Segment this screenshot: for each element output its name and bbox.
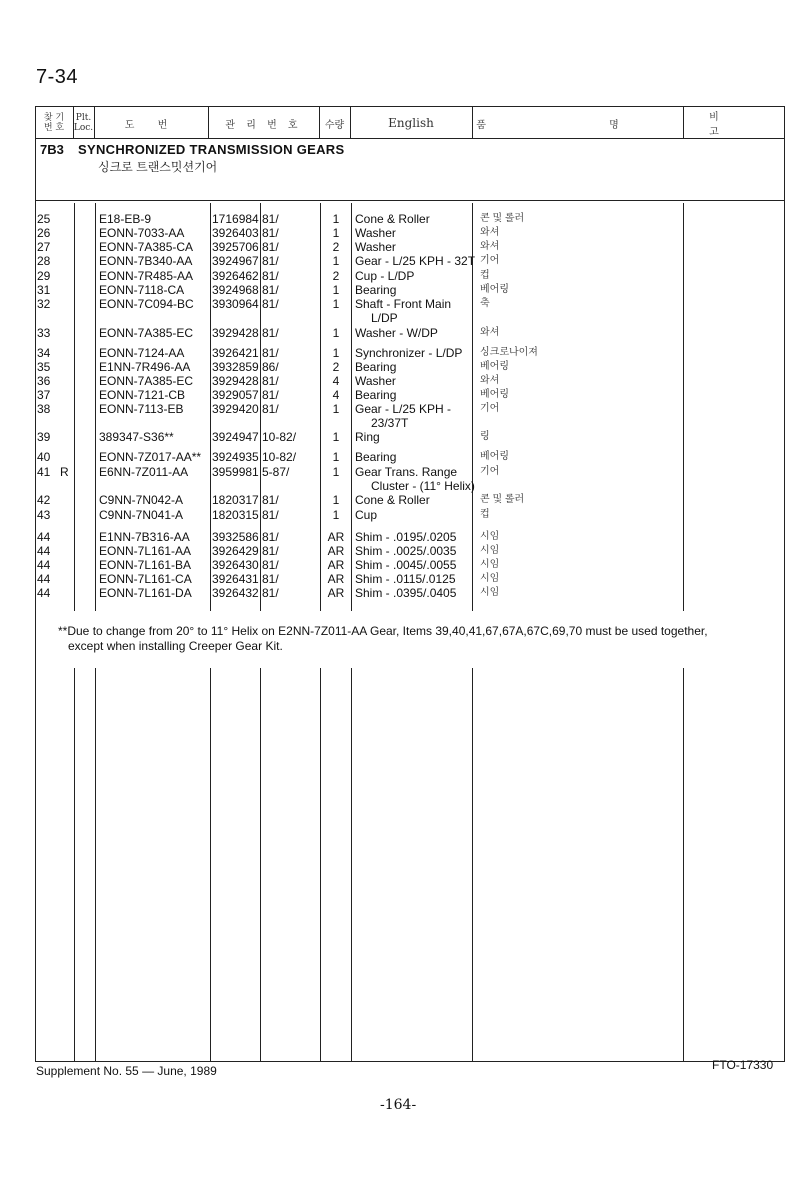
row-management-no: 3924968	[212, 283, 259, 297]
row-date-code: 81/	[262, 530, 279, 544]
header-english	[350, 108, 472, 138]
row-english-description: Gear - L/25 KPH -	[355, 402, 452, 416]
row-drawing-no: EONN-7B340-AA	[99, 254, 193, 268]
row-english-description: Bearing	[355, 450, 397, 464]
row-quantity: 1	[332, 493, 340, 507]
header-product-label: 품 명	[476, 119, 679, 131]
row-ref-no: 44	[37, 572, 51, 586]
row-date-code: 81/	[262, 226, 279, 240]
row-ref-no: 43	[37, 508, 51, 522]
column-line	[74, 203, 75, 611]
row-management-no: 3929428	[212, 374, 259, 388]
row-drawing-no: EONN-7L161-AA	[99, 544, 192, 558]
row-korean-name: 시임	[480, 573, 500, 584]
row-quantity: AR	[327, 572, 345, 586]
row-korean-name: 와셔	[480, 241, 500, 252]
column-line	[74, 668, 75, 1062]
row-english-description: Cup	[355, 508, 378, 522]
column-line	[472, 668, 473, 1062]
header-remarks-label: 비 고	[709, 112, 759, 138]
row-management-no: 3926421	[212, 346, 259, 360]
section-code: 7B3	[40, 142, 64, 157]
row-management-no: 3926462	[212, 269, 259, 283]
row-date-code: 81/	[262, 254, 279, 268]
row-quantity: 2	[332, 240, 340, 254]
header-quantity-label: 수량	[324, 119, 345, 131]
header-plant-location	[73, 108, 94, 138]
row-management-no: 3926430	[212, 558, 259, 572]
header-product-name	[472, 108, 683, 138]
row-ref-no: 41	[37, 465, 51, 479]
row-drawing-no: EONN-7C094-BC	[99, 297, 194, 311]
row-management-no: 3924967	[212, 254, 259, 268]
header-loc-line2: Loc.	[73, 123, 94, 133]
column-line	[320, 203, 321, 611]
row-korean-name: 베어링	[480, 389, 509, 400]
row-quantity: 1	[332, 508, 340, 522]
row-ref-no: 42	[37, 493, 51, 507]
row-date-code: 10-82/	[262, 450, 297, 464]
row-date-code: 81/	[262, 508, 279, 522]
row-korean-name: 시임	[480, 559, 500, 570]
row-date-code: 81/	[262, 402, 279, 416]
column-line	[683, 203, 684, 611]
row-ref-no: 25	[37, 212, 51, 226]
column-line	[320, 668, 321, 1062]
row-management-no: 3926432	[212, 586, 259, 600]
row-drawing-no: EONN-7113-EB	[99, 402, 184, 416]
row-quantity: 1	[332, 465, 340, 479]
row-ref-no: 35	[37, 360, 51, 374]
row-drawing-no: E6NN-7Z011-AA	[99, 465, 189, 479]
row-korean-name: 기어	[480, 403, 500, 414]
row-management-no: 3926403	[212, 226, 259, 240]
row-drawing-no: EONN-7A385-EC	[99, 374, 194, 388]
row-quantity: AR	[327, 544, 345, 558]
row-management-no: 3929420	[212, 402, 259, 416]
row-drawing-no: EONN-7L161-CA	[99, 572, 192, 586]
row-date-code: 81/	[262, 240, 279, 254]
row-date-code: 81/	[262, 388, 279, 402]
row-drawing-no: EONN-7033-AA	[99, 226, 185, 240]
row-quantity: 1	[332, 450, 340, 464]
row-management-no: 3926431	[212, 572, 259, 586]
row-date-code: 81/	[262, 283, 279, 297]
row-date-code: 81/	[262, 374, 279, 388]
row-management-no: 1716984	[212, 212, 259, 226]
row-drawing-no: E18-EB-9	[99, 212, 152, 226]
row-korean-name: 콘 및 롤러	[480, 213, 525, 224]
row-korean-name: 축	[480, 298, 490, 309]
row-english-description: Washer	[355, 226, 396, 240]
row-drawing-no: E1NN-7B316-AA	[99, 530, 190, 544]
header-remarks	[683, 108, 785, 138]
row-korean-name: 베어링	[480, 361, 509, 372]
row-quantity: 1	[332, 226, 340, 240]
page-number: -164-	[380, 1097, 417, 1113]
row-drawing-no: E1NN-7R496-AA	[99, 360, 191, 374]
row-quantity: AR	[327, 558, 345, 572]
row-english-description: Ring	[355, 430, 380, 444]
row-drawing-no: EONN-7121-CB	[99, 388, 186, 402]
header-management-label: 관 리 번 호	[225, 119, 302, 131]
row-korean-name: 베어링	[480, 284, 509, 295]
column-line	[260, 203, 261, 611]
document-code: FTO-17330	[712, 1058, 774, 1072]
column-line	[210, 668, 211, 1062]
row-quantity: 1	[332, 430, 340, 444]
column-line	[260, 668, 261, 1062]
row-korean-name: 베어링	[480, 451, 509, 462]
row-ref-no: 39	[37, 430, 51, 444]
row-ref-no: 28	[37, 254, 51, 268]
row-management-no: 3929057	[212, 388, 259, 402]
row-english-description: Bearing	[355, 283, 397, 297]
row-quantity: 1	[332, 212, 340, 226]
row-quantity: AR	[327, 586, 345, 600]
row-management-no: 3959981	[212, 465, 259, 479]
column-line	[210, 203, 211, 611]
row-english-description: Shim - .0115/.0125	[355, 572, 456, 586]
row-english-description: 23/37T	[371, 416, 409, 430]
row-korean-name: 링	[480, 431, 490, 442]
row-management-no: 1820315	[212, 508, 259, 522]
header-ref-line1: 찾 기	[43, 113, 65, 123]
row-english-description: Washer - W/DP	[355, 326, 438, 340]
row-management-no: 1820317	[212, 493, 259, 507]
row-quantity: 1	[332, 326, 340, 340]
row-ref-no: 32	[37, 297, 51, 311]
supplement-note: Supplement No. 55 — June, 1989	[36, 1064, 217, 1078]
section-divider	[35, 200, 785, 201]
row-date-code: 81/	[262, 544, 279, 558]
row-date-code: 81/	[262, 586, 279, 600]
row-korean-name: 컵	[480, 509, 490, 520]
column-line	[95, 203, 96, 611]
header-loc-line1: Plt.	[75, 113, 92, 123]
row-ref-no: 31	[37, 283, 51, 297]
row-quantity: 1	[332, 402, 340, 416]
row-english-description: L/DP	[371, 311, 398, 325]
row-date-code: 5-87/	[262, 465, 290, 479]
row-ref-no: 44	[37, 530, 51, 544]
row-date-code: 81/	[262, 493, 279, 507]
row-date-code: 81/	[262, 572, 279, 586]
row-ref-no: 36	[37, 374, 51, 388]
row-korean-name: 와셔	[480, 375, 500, 386]
row-korean-name: 싱크로나이져	[480, 347, 538, 358]
row-drawing-no: EONN-7Z017-AA**	[99, 450, 202, 464]
row-drawing-no: EONN-7L161-DA	[99, 586, 192, 600]
column-line	[351, 203, 352, 611]
row-english-description: Gear Trans. Range	[355, 465, 458, 479]
row-management-no: 3926429	[212, 544, 259, 558]
row-korean-name: 컵	[480, 270, 490, 281]
row-korean-name: 시임	[480, 531, 500, 542]
row-plant-location: R	[60, 465, 69, 479]
row-english-description: Shim - .0395/.0405	[355, 586, 457, 600]
row-date-code: 81/	[262, 297, 279, 311]
header-divider	[35, 138, 785, 139]
header-ref-line2: 번 호	[43, 123, 65, 133]
section-korean-title: 싱크로 트랜스밋션기어	[98, 160, 218, 174]
row-date-code: 81/	[262, 326, 279, 340]
row-quantity: AR	[327, 530, 345, 544]
row-english-description: Bearing	[355, 360, 397, 374]
row-ref-no: 29	[37, 269, 51, 283]
row-quantity: 2	[332, 269, 340, 283]
header-drawing-label: 도 번	[124, 119, 178, 131]
row-korean-name: 콘 및 롤러	[480, 494, 525, 505]
header-management-no	[208, 108, 319, 138]
row-english-description: Shaft - Front Main	[355, 297, 452, 311]
row-quantity: 1	[332, 283, 340, 297]
row-management-no: 3924947	[212, 430, 259, 444]
row-drawing-no: EONN-7118-CA	[99, 283, 185, 297]
row-date-code: 81/	[262, 558, 279, 572]
row-english-description: Cone & Roller	[355, 212, 430, 226]
row-drawing-no: EONN-7R485-AA	[99, 269, 194, 283]
row-ref-no: 34	[37, 346, 51, 360]
row-drawing-no: C9NN-7N042-A	[99, 493, 184, 507]
footnote-line-2: except when installing Creeper Gear Kit.	[68, 639, 283, 653]
row-drawing-no: 389347-S36**	[99, 430, 174, 444]
row-quantity: 4	[332, 388, 340, 402]
row-management-no: 3925706	[212, 240, 259, 254]
page-number-top: 7-34	[36, 66, 79, 88]
row-korean-name: 시임	[480, 587, 500, 598]
row-ref-no: 33	[37, 326, 51, 340]
row-ref-no: 44	[37, 558, 51, 572]
row-english-description: Shim - .0195/.0205	[355, 530, 457, 544]
section-title: SYNCHRONIZED TRANSMISSION GEARS	[78, 142, 345, 157]
row-management-no: 3932859	[212, 360, 259, 374]
row-english-description: Shim - .0025/.0035	[355, 544, 457, 558]
row-english-description: Cup - L/DP	[355, 269, 415, 283]
row-drawing-no: C9NN-7N041-A	[99, 508, 184, 522]
row-ref-no: 26	[37, 226, 51, 240]
row-ref-no: 44	[37, 544, 51, 558]
row-quantity: 1	[332, 346, 340, 360]
row-drawing-no: EONN-7124-AA	[99, 346, 185, 360]
column-line	[683, 668, 684, 1062]
row-ref-no: 44	[37, 586, 51, 600]
row-ref-no: 27	[37, 240, 51, 254]
row-date-code: 10-82/	[262, 430, 297, 444]
row-date-code: 81/	[262, 346, 279, 360]
row-ref-no: 40	[37, 450, 51, 464]
row-management-no: 3929428	[212, 326, 259, 340]
row-korean-name: 시임	[480, 545, 500, 556]
row-english-description: Cluster - (11° Helix)	[371, 479, 475, 493]
row-korean-name: 기어	[480, 466, 500, 477]
header-ref-no	[35, 108, 73, 138]
row-korean-name: 기어	[480, 255, 500, 266]
row-english-description: Washer	[355, 374, 396, 388]
row-korean-name: 와셔	[480, 327, 500, 338]
row-date-code: 86/	[262, 360, 279, 374]
header-drawing-no	[94, 108, 208, 138]
row-quantity: 1	[332, 297, 340, 311]
row-english-description: Gear - L/25 KPH - 32T	[355, 254, 476, 268]
row-quantity: 4	[332, 374, 340, 388]
row-english-description: Shim - .0045/.0055	[355, 558, 457, 572]
header-english-label: English	[388, 116, 434, 130]
row-date-code: 81/	[262, 269, 279, 283]
row-drawing-no: EONN-7A385-CA	[99, 240, 194, 254]
row-english-description: Bearing	[355, 388, 397, 402]
row-date-code: 81/	[262, 212, 279, 226]
row-drawing-no: EONN-7A385-EC	[99, 326, 194, 340]
row-english-description: Synchronizer - L/DP	[355, 346, 463, 360]
row-management-no: 3924935	[212, 450, 259, 464]
row-management-no: 3932586	[212, 530, 259, 544]
row-korean-name: 와셔	[480, 227, 500, 238]
row-ref-no: 38	[37, 402, 51, 416]
footnote-line-1: **Due to change from 20° to 11° Helix on E2NN-7Z011-AA Gear, Items 39,40,41,67,67A,67C,69,70 must be used together,	[58, 624, 708, 638]
row-quantity: 2	[332, 360, 340, 374]
row-drawing-no: EONN-7L161-BA	[99, 558, 192, 572]
header-quantity	[319, 108, 350, 138]
row-management-no: 3930964	[212, 297, 259, 311]
row-quantity: 1	[332, 254, 340, 268]
column-line	[95, 668, 96, 1062]
row-english-description: Washer	[355, 240, 396, 254]
column-line	[351, 668, 352, 1062]
row-ref-no: 37	[37, 388, 51, 402]
row-english-description: Cone & Roller	[355, 493, 430, 507]
